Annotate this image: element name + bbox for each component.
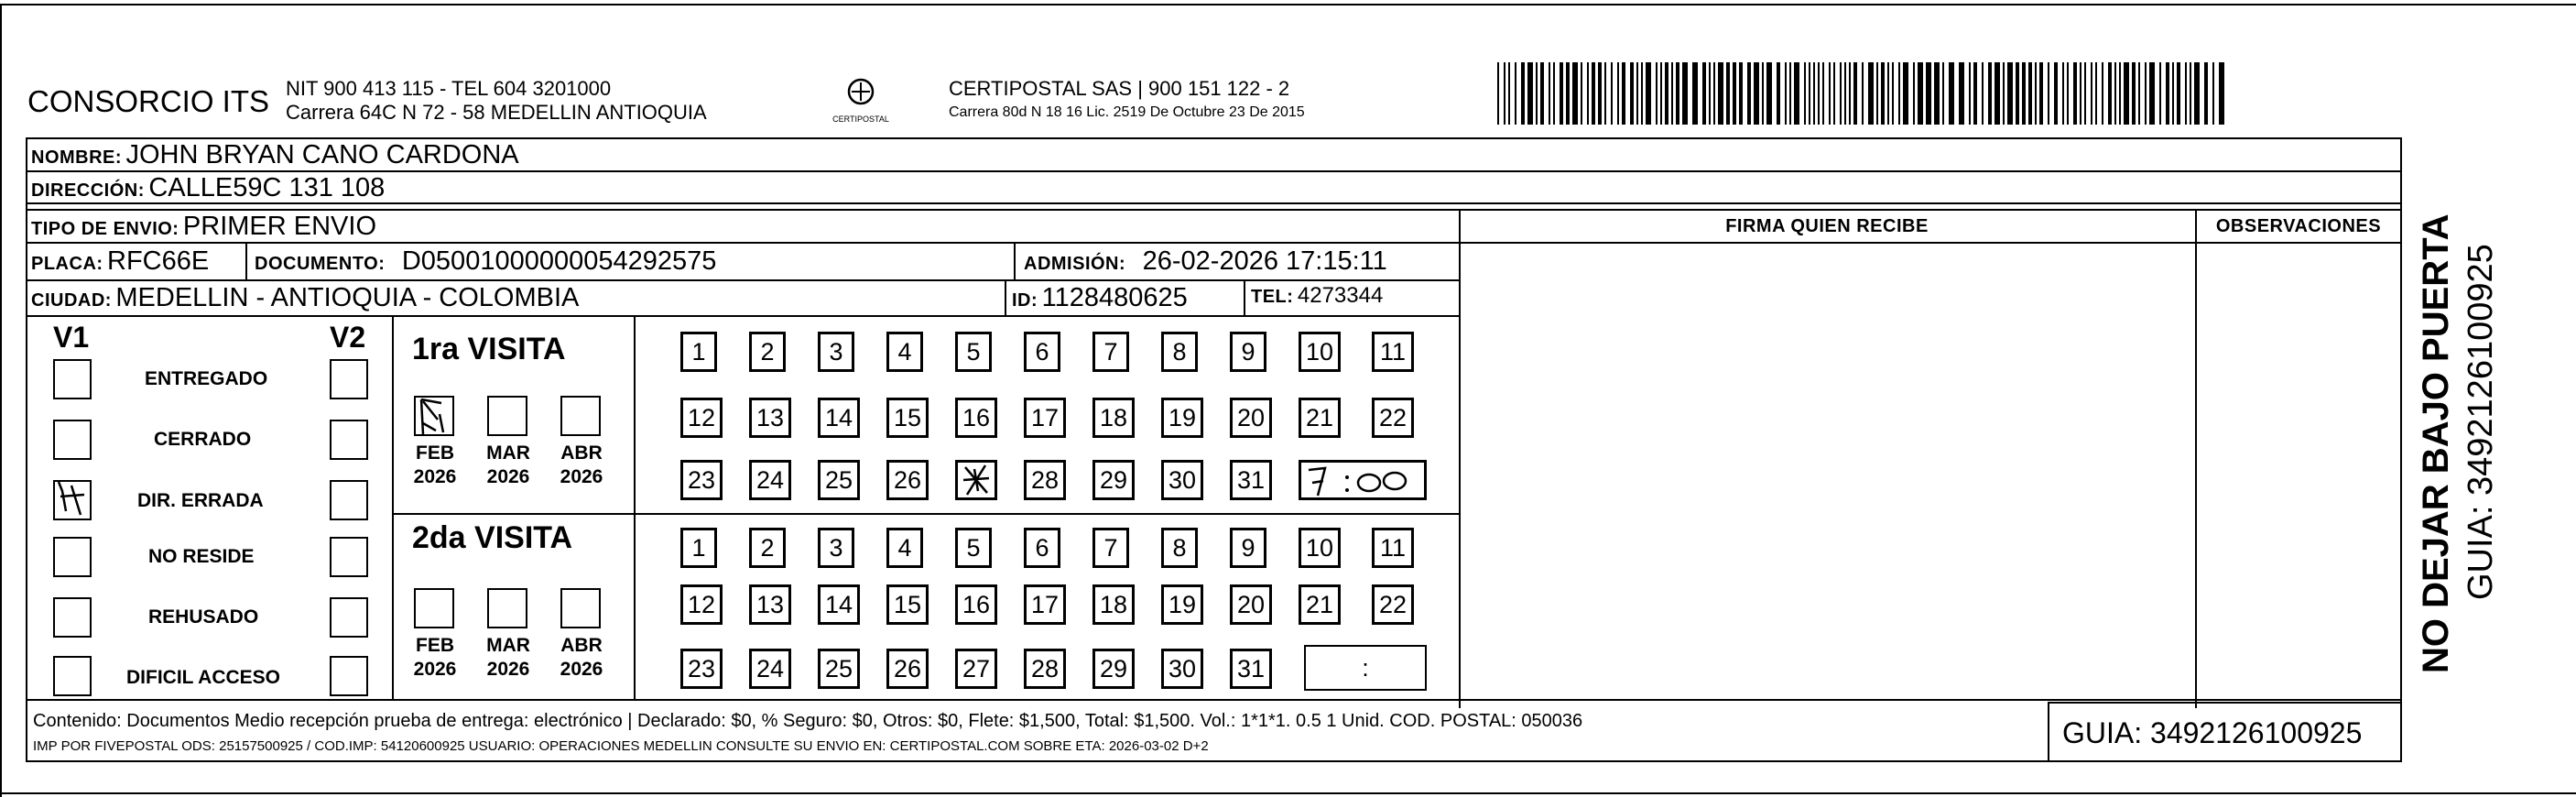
rule — [2195, 209, 2197, 708]
barcode-bar — [1587, 62, 1589, 125]
rule — [26, 242, 1459, 244]
barcode-bar — [2102, 62, 2103, 125]
barcode-bar — [1527, 62, 1533, 125]
barcode-bar — [2119, 62, 2121, 125]
month-name: FEB — [416, 635, 454, 656]
barcode-bar — [2166, 62, 2169, 125]
barcode-bar — [1549, 62, 1550, 125]
barcode-bar — [1515, 62, 1516, 125]
v1-no-reside-checkbox[interactable] — [53, 537, 92, 577]
month-year: 2026 — [413, 659, 457, 680]
second-day-16[interactable]: 16 — [955, 584, 997, 625]
first-month-abr-label — [549, 442, 614, 489]
first-day-17[interactable]: 17 — [1024, 398, 1066, 438]
barcode-bar — [1726, 62, 1730, 125]
barcode-bar — [2039, 62, 2043, 125]
reason-entregado: ENTREGADO — [145, 368, 268, 389]
barcode-bar — [1572, 62, 1578, 125]
first-day-1[interactable]: 1 — [680, 332, 717, 372]
barcode-bar — [1876, 62, 1878, 125]
barcode-bar — [1671, 62, 1673, 125]
id-label: ID: — [1012, 290, 1038, 311]
first-day-31[interactable]: 31 — [1230, 460, 1272, 500]
first-day-26[interactable]: 26 — [886, 460, 929, 500]
second-day-28[interactable]: 28 — [1024, 649, 1066, 689]
tel-row — [1251, 283, 1383, 309]
barcode-bar — [2073, 62, 2077, 125]
rule — [392, 513, 1459, 515]
first-day-21[interactable]: 21 — [1299, 398, 1341, 438]
rule — [2400, 137, 2402, 708]
barcode-bar — [1660, 62, 1662, 125]
guia-box-text: GUIA: 3492126100925 — [2062, 716, 2363, 749]
barcode-bar — [1818, 62, 1820, 125]
v1-label: V1 — [53, 321, 90, 354]
rule — [1244, 279, 1245, 315]
barcode-bar — [1617, 62, 1619, 125]
barcode-bar — [1849, 62, 1851, 125]
barcode-bar — [1702, 62, 1706, 125]
tipo-value: PRIMER ENVIO — [182, 212, 377, 241]
barcode-bar — [2028, 62, 2032, 125]
barcode-bar — [2190, 62, 2191, 125]
barcode-bar — [1646, 62, 1651, 125]
second-day-12[interactable]: 12 — [680, 584, 723, 625]
barcode-bar — [1969, 62, 1971, 125]
tel-label: TEL: — [1251, 287, 1294, 307]
second-day-9[interactable]: 9 — [1230, 528, 1266, 568]
handwritten-mark-icon — [956, 460, 996, 500]
barcode-bar — [2124, 62, 2129, 125]
first-time-field[interactable] — [1299, 460, 1427, 500]
barcode-bar — [1982, 62, 1984, 125]
second-month-feb-checkbox[interactable] — [414, 588, 454, 628]
side-guia: GUIA: 3492126100925 — [2462, 244, 2500, 600]
direccion-value: CALLE59C 131 108 — [148, 173, 386, 202]
certipostal-line2: Carrera 80d N 18 16 Lic. 2519 De Octubre 23 De 2015 — [949, 104, 1305, 120]
reason-dificil-acceso: DIFICIL ACCESO — [126, 667, 281, 688]
admision-value: 26-02-2026 17:15:11 — [1142, 246, 1387, 276]
barcode-bar — [1949, 62, 1954, 125]
firma-label: FIRMA QUIEN RECIBE — [1725, 216, 1929, 236]
barcode-bar — [1676, 62, 1679, 125]
barcode-bar — [2149, 62, 2155, 125]
first-day-7[interactable]: 7 — [1092, 332, 1129, 372]
barcode-bar — [1536, 62, 1538, 125]
bottom-border — [0, 792, 2576, 794]
barcode-bar — [1926, 62, 1931, 125]
rule — [26, 699, 2402, 701]
second-day-11[interactable]: 11 — [1372, 528, 1414, 568]
barcode-bar — [2132, 62, 2136, 125]
first-day-30[interactable]: 30 — [1161, 460, 1203, 500]
second-day-23[interactable]: 23 — [680, 649, 723, 689]
footer-imp: IMP POR FIVEPOSTAL ODS: 25157500925 / COD.IMP: 54120600925 USUARIO: OPERACIONES MEDELLIN CONSULTE SU ENVIO EN: CERTIPOSTAL.COM SOBRE ETA: 2026-03-02 D+2 — [33, 738, 1209, 754]
barcode-bar — [2095, 62, 2097, 125]
handwritten-check-icon — [414, 396, 454, 436]
logo-circle-icon — [829, 73, 893, 114]
barcode-bar — [1918, 62, 1923, 125]
second-day-4[interactable]: 4 — [886, 528, 923, 568]
barcode-bar — [1540, 62, 1544, 125]
barcode-bar — [1739, 62, 1743, 125]
barcode-bar — [1789, 62, 1791, 125]
barcode-bar — [1804, 62, 1806, 125]
second-day-2[interactable]: 2 — [749, 528, 786, 568]
barcode-bar — [2212, 62, 2214, 125]
second-day-21[interactable]: 21 — [1299, 584, 1341, 625]
barcode-bar — [2194, 62, 2200, 125]
rule — [1005, 279, 1006, 315]
barcode-bar — [2048, 62, 2049, 125]
barcode-bar — [1959, 62, 1964, 125]
second-day-20[interactable]: 20 — [1230, 584, 1272, 625]
rule — [1459, 242, 2195, 244]
second-time-field[interactable]: : — [1304, 645, 1427, 691]
second-day-24[interactable]: 24 — [749, 649, 791, 689]
rule — [26, 699, 27, 762]
reason-cerrado: CERRADO — [154, 429, 252, 450]
certipostal-line1: CERTIPOSTAL SAS | 900 151 122 - 2 — [949, 77, 1290, 100]
rule — [1459, 209, 1461, 708]
month-year: 2026 — [413, 466, 457, 487]
second-day-6[interactable]: 6 — [1024, 528, 1060, 568]
barcode-bar — [1636, 62, 1638, 125]
first-day-13[interactable]: 13 — [749, 398, 791, 438]
nombre-value: JOHN BRYAN CANO CARDONA — [125, 140, 519, 169]
company-name: CONSORCIO ITS — [27, 84, 270, 118]
month-name: MAR — [486, 635, 530, 656]
barcode-bar — [2145, 62, 2147, 125]
barcode-bar — [1822, 62, 1824, 125]
rule — [26, 137, 2402, 139]
barcode-bar — [1733, 62, 1736, 125]
barcode-bar — [1829, 62, 1831, 125]
reason-no-reside: NO RESIDE — [148, 546, 255, 567]
second-day-27[interactable]: 27 — [955, 649, 997, 689]
v2-entregado-checkbox[interactable] — [330, 359, 368, 399]
tipo-row — [31, 212, 376, 242]
barcode-bar — [1497, 62, 1499, 125]
barcode — [1497, 62, 2225, 125]
month-name: ABR — [560, 635, 603, 656]
documento-row — [255, 246, 716, 277]
tel-value: 4273344 — [1297, 283, 1384, 308]
month-name: ABR — [560, 442, 603, 464]
direccion-label: DIRECCIÓN: — [31, 180, 145, 201]
barcode-bar — [1521, 62, 1525, 125]
month-year: 2026 — [486, 466, 530, 487]
v1-cerrado-checkbox[interactable] — [53, 420, 92, 460]
second-day-15[interactable]: 15 — [886, 584, 929, 625]
barcode-bar — [1504, 62, 1505, 125]
barcode-bar — [2177, 62, 2180, 125]
first-day-5[interactable]: 5 — [955, 332, 992, 372]
barcode-bar — [1665, 62, 1668, 125]
ciudad-label: CIUDAD: — [31, 290, 112, 311]
barcode-bar — [1762, 62, 1764, 125]
barcode-bar — [2138, 62, 2140, 125]
first-day-27-marked[interactable] — [955, 460, 997, 500]
rule — [634, 315, 636, 699]
barcode-bar — [1853, 62, 1857, 125]
second-day-31[interactable]: 31 — [1230, 649, 1272, 689]
barcode-bar — [1581, 62, 1582, 125]
logo-text: CERTIPOSTAL — [832, 115, 889, 124]
v1-rehusado-checkbox[interactable] — [53, 597, 92, 638]
barcode-bar — [1641, 62, 1643, 125]
barcode-bar — [1592, 62, 1595, 125]
barcode-bar — [2054, 62, 2058, 125]
second-day-13[interactable]: 13 — [749, 584, 791, 625]
barcode-bar — [1898, 62, 1900, 125]
observaciones-label: OBSERVACIONES — [2215, 216, 2382, 236]
second-day-30[interactable]: 30 — [1161, 649, 1203, 689]
admision-label: ADMISIÓN: — [1024, 254, 1126, 274]
rule — [26, 209, 2402, 211]
v1-dir-errada-checkbox[interactable] — [53, 480, 92, 520]
first-month-feb-label — [403, 442, 467, 489]
barcode-bar — [1973, 62, 1977, 125]
second-day-7[interactable]: 7 — [1092, 528, 1129, 568]
placa-value: RFC66E — [107, 246, 210, 276]
ciudad-row — [31, 283, 579, 313]
barcode-bar — [1718, 62, 1723, 125]
admision-row — [1024, 246, 1387, 277]
barcode-bar — [1934, 62, 1940, 125]
barcode-bar — [1785, 62, 1787, 125]
first-day-25[interactable]: 25 — [818, 460, 860, 500]
barcode-bar — [2080, 62, 2081, 125]
first-day-15[interactable]: 15 — [886, 398, 929, 438]
barcode-bar — [2172, 62, 2174, 125]
reason-rehusado: REHUSADO — [148, 606, 259, 628]
v2-rehusado-checkbox[interactable] — [330, 597, 368, 638]
month-year: 2026 — [560, 466, 603, 487]
v2-dir-errada-checkbox[interactable] — [330, 480, 368, 520]
first-day-28[interactable]: 28 — [1024, 460, 1066, 500]
barcode-bar — [1794, 62, 1799, 125]
barcode-bar — [1840, 62, 1842, 125]
barcode-bar — [1604, 62, 1606, 125]
first-month-feb-checkbox[interactable] — [414, 396, 454, 436]
ciudad-value: MEDELLIN - ANTIOQUIA - COLOMBIA — [115, 283, 580, 312]
second-month-mar-checkbox[interactable] — [487, 588, 527, 628]
nombre-row — [31, 140, 519, 170]
first-day-23[interactable]: 23 — [680, 460, 723, 500]
handwritten-check-icon — [53, 478, 92, 519]
first-day-3[interactable]: 3 — [818, 332, 854, 372]
first-day-20[interactable]: 20 — [1230, 398, 1272, 438]
barcode-bar — [1754, 62, 1759, 125]
v2-dificil-acceso-checkbox[interactable] — [330, 656, 368, 696]
first-day-16[interactable]: 16 — [955, 398, 997, 438]
reason-dir-errada: DIR. ERRADA — [137, 490, 264, 511]
id-value: 1128480625 — [1041, 283, 1188, 312]
first-day-29[interactable]: 29 — [1092, 460, 1135, 500]
handwritten-time-icon — [1301, 463, 1426, 499]
first-visit-title: 1ra VISITA — [412, 332, 566, 366]
rule — [26, 760, 2048, 762]
barcode-bar — [2035, 62, 2037, 125]
v2-no-reside-checkbox[interactable] — [330, 537, 368, 577]
barcode-bar — [1553, 62, 1555, 125]
barcode-bar — [1630, 62, 1634, 125]
barcode-bar — [1813, 62, 1815, 125]
barcode-bar — [1566, 62, 1570, 125]
documento-label: DOCUMENTO: — [255, 254, 386, 274]
barcode-bar — [1692, 62, 1698, 125]
rule — [2195, 242, 2402, 244]
barcode-bar — [1598, 62, 1602, 125]
second-day-25[interactable]: 25 — [818, 649, 860, 689]
barcode-bar — [1560, 62, 1563, 125]
rule — [26, 170, 2402, 172]
placa-row — [31, 246, 209, 277]
barcode-bar — [1844, 62, 1846, 125]
first-day-6[interactable]: 6 — [1024, 332, 1060, 372]
first-day-2[interactable]: 2 — [749, 332, 786, 372]
first-day-14[interactable]: 14 — [818, 398, 860, 438]
barcode-bar — [1833, 62, 1835, 125]
rule — [392, 315, 394, 699]
second-day-18[interactable]: 18 — [1092, 584, 1135, 625]
second-day-3[interactable]: 3 — [818, 528, 854, 568]
v1-dificil-acceso-checkbox[interactable] — [53, 656, 92, 696]
first-day-10[interactable]: 10 — [1299, 332, 1341, 372]
month-year: 2026 — [486, 659, 530, 680]
month-name: FEB — [416, 442, 454, 464]
address-line: Carrera 64C N 72 - 58 MEDELLIN ANTIOQUIA — [286, 101, 707, 124]
barcode-bar — [1887, 62, 1889, 125]
barcode-bar — [1913, 62, 1915, 125]
barcode-bar — [1903, 62, 1908, 125]
second-visit-title: 2da VISITA — [412, 520, 573, 555]
barcode-bar — [1713, 62, 1715, 125]
barcode-bar — [1942, 62, 1944, 125]
barcode-bar — [2159, 62, 2161, 125]
barcode-bar — [2062, 62, 2064, 125]
nit-line: NIT 900 413 115 - TEL 604 3201000 — [286, 77, 612, 100]
barcode-bar — [1656, 62, 1658, 125]
second-day-8[interactable]: 8 — [1161, 528, 1198, 568]
second-month-abr-label — [549, 634, 614, 682]
second-day-14[interactable]: 14 — [818, 584, 860, 625]
second-day-10[interactable]: 10 — [1299, 528, 1341, 568]
left-border — [0, 4, 2, 797]
first-day-9[interactable]: 9 — [1230, 332, 1266, 372]
barcode-bar — [1611, 62, 1613, 125]
barcode-bar — [2114, 62, 2116, 125]
month-name: MAR — [486, 442, 530, 464]
barcode-bar — [1508, 62, 1510, 125]
v2-label: V2 — [330, 321, 366, 354]
barcode-bar — [2219, 62, 2224, 125]
month-year: 2026 — [560, 659, 603, 680]
first-day-8[interactable]: 8 — [1161, 332, 1198, 372]
second-month-feb-label — [403, 634, 467, 682]
barcode-bar — [1868, 62, 1874, 125]
barcode-bar — [1988, 62, 1992, 125]
tipo-label: TIPO DE ENVIO: — [31, 219, 179, 239]
second-day-17[interactable]: 17 — [1024, 584, 1066, 625]
side-no-dejar: NO DEJAR BAJO PUERTA — [2416, 213, 2456, 673]
barcode-bar — [1682, 62, 1688, 125]
rule — [245, 242, 247, 279]
first-day-11[interactable]: 11 — [1372, 332, 1414, 372]
certipostal-logo — [829, 73, 893, 128]
second-day-29[interactable]: 29 — [1092, 649, 1135, 689]
barcode-bar — [1709, 62, 1711, 125]
barcode-bar — [2108, 62, 2112, 125]
barcode-bar — [1777, 62, 1780, 125]
second-day-19[interactable]: 19 — [1161, 584, 1203, 625]
v1-entregado-checkbox[interactable] — [53, 359, 92, 399]
barcode-bar — [2022, 62, 2026, 125]
barcode-bar — [1862, 62, 1864, 125]
second-day-26[interactable]: 26 — [886, 649, 929, 689]
second-day-5[interactable]: 5 — [955, 528, 992, 568]
documento-value: D05001000000054292575 — [401, 246, 717, 276]
v2-cerrado-checkbox[interactable] — [330, 420, 368, 460]
first-day-4[interactable]: 4 — [886, 332, 923, 372]
rule — [1014, 242, 1016, 279]
barcode-bar — [2091, 62, 2092, 125]
first-day-19[interactable]: 19 — [1161, 398, 1203, 438]
barcode-bar — [2016, 62, 2019, 125]
first-day-12[interactable]: 12 — [680, 398, 723, 438]
barcode-bar — [1994, 62, 2000, 125]
nombre-label: NOMBRE: — [31, 147, 123, 168]
barcode-bar — [2003, 62, 2005, 125]
barcode-bar — [2007, 62, 2013, 125]
first-day-24[interactable]: 24 — [749, 460, 791, 500]
barcode-bar — [2067, 62, 2069, 125]
footer-contenido: Contenido: Documentos Medio recepción prueba de entrega: electrónico | Declarado: $0, % Seguro: $0, Otros: $0, Flete: $1,500, Total: $1,500. Vol.: 1*1*1. 0.5 1 Unid. COD. POSTAL: 050036 — [33, 711, 1583, 731]
barcode-bar — [1809, 62, 1810, 125]
second-day-22[interactable]: 22 — [1372, 584, 1414, 625]
placa-label: PLACA: — [31, 254, 103, 274]
rule — [26, 315, 1459, 317]
barcode-bar — [2204, 62, 2208, 125]
barcode-bar — [2185, 62, 2187, 125]
top-border — [0, 4, 2576, 5]
barcode-bar — [2084, 62, 2086, 125]
first-day-18[interactable]: 18 — [1092, 398, 1135, 438]
first-day-22[interactable]: 22 — [1372, 398, 1414, 438]
barcode-bar — [1747, 62, 1751, 125]
barcode-bar — [1892, 62, 1894, 125]
rule — [26, 137, 27, 708]
direccion-row — [31, 173, 385, 203]
first-month-abr-checkbox[interactable] — [560, 396, 601, 436]
second-day-1[interactable]: 1 — [680, 528, 717, 568]
second-month-mar-label — [476, 634, 540, 682]
barcode-bar — [1766, 62, 1772, 125]
barcode-bar — [1881, 62, 1885, 125]
first-month-mar-checkbox[interactable] — [487, 396, 527, 436]
id-row — [1012, 283, 1188, 313]
first-month-mar-label — [476, 442, 540, 489]
second-month-abr-checkbox[interactable] — [560, 588, 601, 628]
barcode-bar — [1622, 62, 1625, 125]
